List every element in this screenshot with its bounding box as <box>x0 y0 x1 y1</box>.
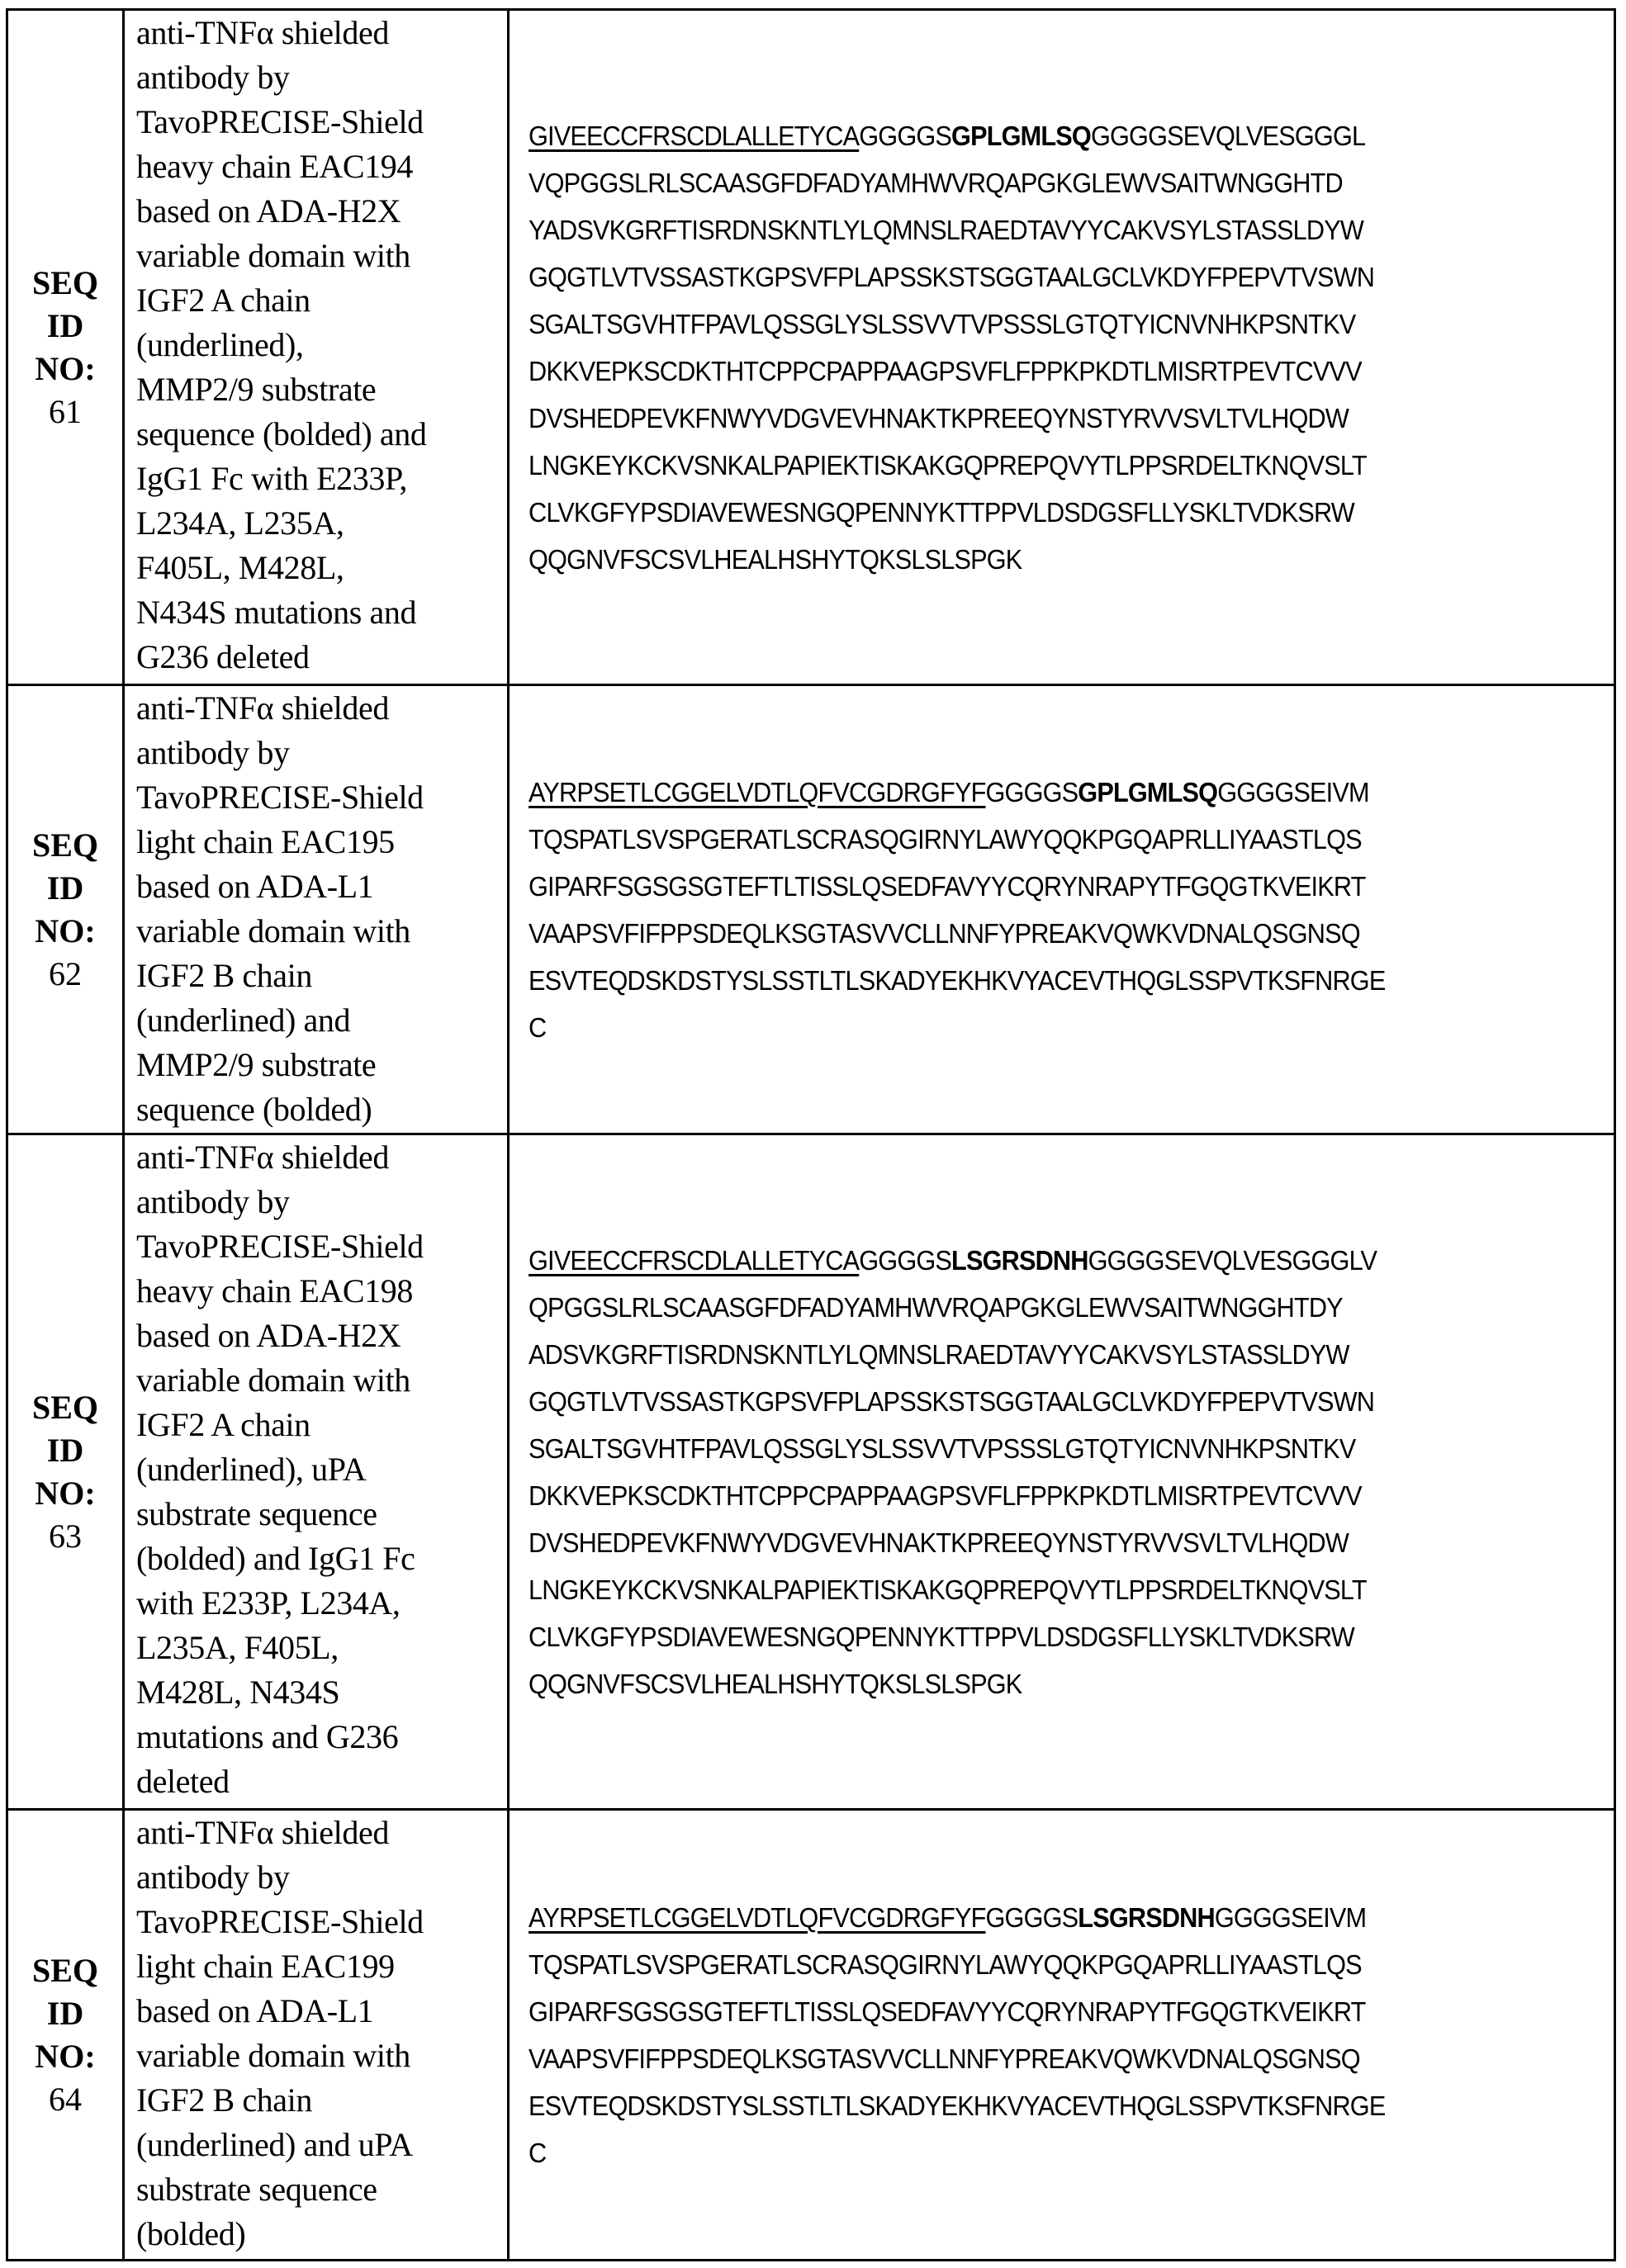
seq-id-label: SEQ <box>31 1388 99 1426</box>
sequence-cell <box>509 1810 1615 2261</box>
linker-segment: GGGGS <box>859 120 952 151</box>
underlined-segment: GIVEECCFRSCDLALLETYCA <box>529 1244 860 1276</box>
description-cell: anti-TNFα shielded antibody by TavoPRECISE-Shield light chain EAC195 based on ADA-L1 variable domain with IGF2 B chain (underlined) and MMP2/9 substrate sequence (bolded) <box>124 685 509 1134</box>
description-cell: anti-TNFα shielded antibody by TavoPRECISE-Shield heavy chain EAC198 based on ADA-H2X variable domain with IGF2 A chain (underlined), uPA substrate sequence (bolded) and IgG1 Fc with E233P, L234A, L235A, F405L, M428L, N434S mutations and G236 deleted <box>124 1134 509 1810</box>
sequence-segment: GGGGSEVQLVESGGGL <box>1090 120 1366 151</box>
table-row <box>7 10 1615 685</box>
sequence-cell <box>509 1134 1615 1810</box>
description-cell: anti-TNFα shielded antibody by TavoPRECISE-Shield light chain EAC199 based on ADA-L1 variable domain with IGF2 B chain (underlined) and uPA substrate sequence (bolded) <box>124 1810 509 2261</box>
underlined-segment: AYRPSETLCGGELVDTLQFVCGDRGFYF <box>529 1901 986 1933</box>
seq-id-cell <box>7 1134 124 1810</box>
table-row <box>7 1134 1615 1810</box>
seq-id-label: NO: <box>35 2037 96 2075</box>
sequence-table <box>6 8 1616 2261</box>
table-row <box>7 1810 1615 2261</box>
sequence-segment: GGGGSEVQLVESGGGLV <box>1088 1244 1377 1276</box>
sequence-line: GQGTLVTVSSASTKGPSVFPLAPSSKSTSGGTAALGCLVKDYFPEPVTVSWN <box>529 1385 1375 1417</box>
sequence-line: VQPGGSLRLSCAASGFDFADYAMHWVRQAPGKGLEWVSAITWNGGHTD <box>529 167 1343 198</box>
seq-id-cell <box>7 10 124 685</box>
seq-id-number: 61 <box>49 392 82 430</box>
table-row <box>7 685 1615 1134</box>
bolded-segment: LSGRSDNH <box>1078 1901 1215 1933</box>
sequence-line: GIPARFSGSGSGTEFTLTISSLQSEDFAVYYCQRYNRAPYTFGQGTKVEIKRT <box>529 870 1366 902</box>
seq-id-cell <box>7 1810 124 2261</box>
sequence-line: QQGNVFSCSVLHEALHSHYTQKSLSLSPGK <box>529 543 1022 575</box>
seq-id-label: ID <box>46 306 84 344</box>
sequence-line: ESVTEQDSKDSTYSLSSTLTLSKADYEKHKVYACEVTHQGLSSPVTKSFNRGE <box>529 2090 1386 2121</box>
sequence-line: VAAPSVFIFPPSDEQLKSGTASVVCLLNNFYPREAKVQWKVDNALQSGNSQ <box>529 2043 1360 2074</box>
sequence-cell <box>509 685 1615 1134</box>
sequence-segment: GGGGSEIVM <box>1214 1901 1367 1933</box>
bolded-segment: LSGRSDNH <box>951 1244 1088 1276</box>
sequence-line <box>529 112 1538 159</box>
sequence-line: C <box>529 1011 547 1043</box>
seq-id-cell <box>7 685 124 1134</box>
sequence-line: TQSPATLSVSPGERATLSCRASQGIRNYLAWYQQKPGQAPRLLIYAASTLQS <box>529 823 1362 855</box>
seq-id-label: ID <box>46 869 84 907</box>
linker-segment: GGGGS <box>859 1244 952 1276</box>
bolded-segment: GPLGMLSQ <box>951 120 1091 151</box>
description-cell: anti-TNFα shielded antibody by TavoPRECISE-Shield heavy chain EAC194 based on ADA-H2X variable domain with IGF2 A chain (underlined), MMP2/9 substrate sequence (bolded) and IgG1 Fc with E233P, L234A, L235A, F405L, M428L, N434S mutations and G236 deleted <box>124 10 509 685</box>
sequence-line: SGALTSGVHTFPAVLQSSGLYSLSSVVTVPSSSLGTQTYICNVNHKPSNTKV <box>529 308 1356 339</box>
seq-id-label: ID <box>46 1994 84 2032</box>
sequence-line: YADSVKGRFTISRDNSKNTLYLQMNSLRAEDTAVYYCAKVSYLSTASSLDYW <box>529 214 1363 245</box>
sequence-line: ESVTEQDSKDSTYSLSSTLTLSKADYEKHKVYACEVTHQGLSSPVTKSFNRGE <box>529 964 1386 996</box>
seq-id-number: 64 <box>49 2080 82 2118</box>
sequence-line: CLVKGFYPSDIAVEWESNGQPENNYKTTPPVLDSDGSFLLYSKLTVDKSRW <box>529 1621 1354 1652</box>
sequence-line: DKKVEPKSCDKTHTCPPCPAPPAAGPSVFLFPPKPKDTLMISRTPEVTCVVV <box>529 355 1362 386</box>
sequence-line: SGALTSGVHTFPAVLQSSGLYSLSSVVTVPSSSLGTQTYICNVNHKPSNTKV <box>529 1432 1356 1464</box>
bolded-segment: GPLGMLSQ <box>1078 776 1218 807</box>
sequence-line <box>529 1237 1538 1284</box>
sequence-line <box>529 1894 1538 1941</box>
seq-id-label: NO: <box>35 349 96 387</box>
sequence-line: LNGKEYKCKVSNKALPAPIEKTISKAKGQPREPQVYTLPPSRDELTKNQVSLT <box>529 449 1367 481</box>
sequence-line: QQGNVFSCSVLHEALHSHYTQKSLSLSPGK <box>529 1668 1022 1699</box>
seq-id-number: 62 <box>49 954 82 992</box>
sequence-line: VAAPSVFIFPPSDEQLKSGTASVVCLLNNFYPREAKVQWKVDNALQSGNSQ <box>529 917 1360 949</box>
seq-id-number: 63 <box>49 1517 82 1555</box>
sequence-line: CLVKGFYPSDIAVEWESNGQPENNYKTTPPVLDSDGSFLLYSKLTVDKSRW <box>529 496 1354 528</box>
linker-segment: GGGGS <box>985 776 1078 807</box>
sequence-line: GIPARFSGSGSGTEFTLTISSLQSEDFAVYYCQRYNRAPYTFGQGTKVEIKRT <box>529 1996 1366 2027</box>
sequence-line: DVSHEDPEVKFNWYVDGVEVHNAKTKPREEQYNSTYRVVSVLTVLHQDW <box>529 1527 1349 1558</box>
underlined-segment: GIVEECCFRSCDLALLETYCA <box>529 120 860 151</box>
seq-id-label: SEQ <box>31 826 99 864</box>
sequence-line: TQSPATLSVSPGERATLSCRASQGIRNYLAWYQQKPGQAPRLLIYAASTLQS <box>529 1948 1362 1980</box>
sequence-line: C <box>529 2137 547 2168</box>
sequence-line: QPGGSLRLSCAASGFDFADYAMHWVRQAPGKGLEWVSAITWNGGHTDY <box>529 1291 1343 1323</box>
sequence-line: DVSHEDPEVKFNWYVDGVEVHNAKTKPREEQYNSTYRVVSVLTVLHQDW <box>529 402 1349 433</box>
linker-segment: GGGGS <box>985 1901 1078 1933</box>
sequence-segment: GGGGSEIVM <box>1217 776 1369 807</box>
seq-id-label: ID <box>46 1431 84 1469</box>
sequence-line: LNGKEYKCKVSNKALPAPIEKTISKAKGQPREPQVYTLPPSRDELTKNQVSLT <box>529 1574 1367 1605</box>
sequence-line <box>529 769 1538 816</box>
seq-id-label: NO: <box>35 911 96 949</box>
sequence-line: DKKVEPKSCDKTHTCPPCPAPPAAGPSVFLFPPKPKDTLMISRTPEVTCVVV <box>529 1480 1362 1511</box>
underlined-segment: AYRPSETLCGGELVDTLQFVCGDRGFYF <box>529 776 986 807</box>
seq-id-label: NO: <box>35 1474 96 1512</box>
seq-id-label: SEQ <box>31 1951 99 1989</box>
sequence-line: GQGTLVTVSSASTKGPSVFPLAPSSKSTSGGTAALGCLVKDYFPEPVTVSWN <box>529 261 1375 292</box>
sequence-cell <box>509 10 1615 685</box>
sequence-line: ADSVKGRFTISRDNSKNTLYLQMNSLRAEDTAVYYCAKVSYLSTASSLDYW <box>529 1338 1349 1370</box>
seq-id-label: SEQ <box>31 263 99 301</box>
